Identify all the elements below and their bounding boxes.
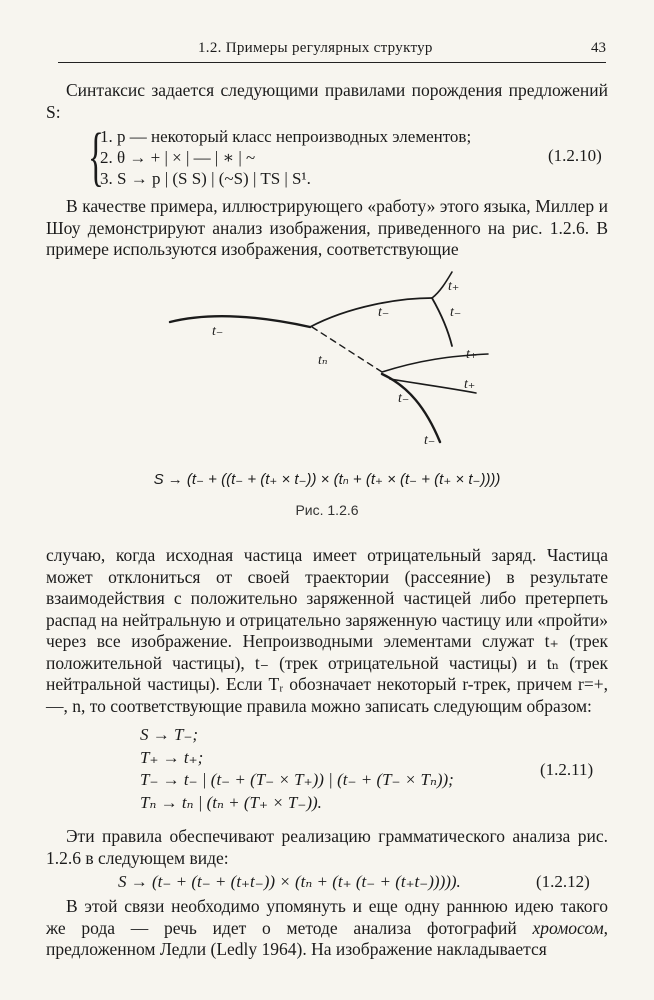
paragraph-ledley [46, 896, 608, 961]
label-t-n: tₙ [318, 353, 328, 368]
paragraph-syntax-intro: Синтаксис задается следующими правилами порождения предложений S: [46, 80, 608, 122]
rule-line: 1. p — некоторый класс непроизводных элементов; [100, 127, 472, 146]
formula-1-2-12: S → (t₋ + (t₋ + (t₊t₋)) × (tₙ + (t₊ (t₋ + (t₊t₋))))). [118, 872, 461, 891]
section-title: 1.2. Примеры регулярных структур [198, 40, 433, 56]
paragraph-rules-intro: Эти правила обеспечивают реализацию грамматического анализа рис. 1.2.6 в следующем виде: [46, 826, 608, 868]
page-number: 43 [591, 40, 606, 56]
figure-formula: S → (t₋ + ((t₋ + (t₊ × t₋)) × (tₙ + (t₊ × (t₋ + (t₊ × t₋)))) [153, 471, 501, 488]
label-t-minus-mid: t₋ [378, 305, 390, 320]
rule-line: 3. S → p | (S S) | (~S) | TS | S¹. [100, 169, 311, 188]
label-t-minus-top: t₋ [450, 305, 462, 320]
label-t-minus-bottom: t₋ [424, 433, 436, 448]
rule-line: Tₙ → tₙ | (tₙ + (T₊ × T₋)). [140, 792, 322, 812]
track-t-minus-fork [432, 298, 452, 346]
production-rules-1-2-11 [140, 724, 454, 814]
track-t-minus-main [170, 316, 310, 327]
paragraph-text: В этой связи необходимо упомянуть и еще одну раннюю идею такого же рода — речь идет о методе анализа фотографий [46, 896, 608, 938]
label-t-plus-top: t₊ [448, 279, 460, 294]
track-t-minus-lower [382, 374, 440, 442]
track-t-minus-upper [310, 298, 432, 327]
rule-line: T₋ → t₋ | (t₋ + (T₋ × T₊)) | (t₋ + (T₋ × Tₙ)); [140, 770, 454, 789]
equation-number-1-2-12: (1.2.12) [536, 872, 590, 891]
rule-line: S → T₋; [140, 725, 199, 744]
label-t-minus-lower: t₋ [398, 391, 410, 406]
paragraph-text: , предложенном Ледли (Ledly 1964). На изображение накладывается [46, 917, 608, 959]
label-t-plus-right1: t₊ [466, 347, 478, 362]
label-t-plus-right2: t₊ [464, 377, 476, 392]
equation-number-1-2-10: (1.2.10) [548, 146, 602, 165]
equation-number-1-2-11: (1.2.11) [540, 760, 594, 779]
label-t-minus-left: t₋ [212, 324, 224, 339]
rule-line: 2. θ → + | × | — | ∗ | ~ [100, 148, 256, 167]
paragraph-example: В качестве примера, иллюстрирующего «работу» этого языка, Миллер и Шоу демонстрируют анализ изображения, приведенного на рис. 1.2.6. В примере используются изображения, соответствующие [46, 196, 608, 259]
brace: { [88, 120, 104, 193]
emphasis-chromosomes: хромосом [532, 917, 604, 938]
rule-line: T₊ → t₊; [140, 747, 204, 767]
figure-caption: Рис. 1.2.6 [295, 502, 359, 518]
paragraph-particle-description: случаю, когда исходная частица имеет отрицательный заряд. Частица может отклониться от своей траектории (рассеяние) в результате взаимодействия с положительно заряженной частицей либо претерпеть распад на нейтральную и отрицательно заряженную частицу или «пройти» через все изображение. Непроизводными элементами служат t₊ (трек положительной частицы), t₋ (трек отрицательной частицы) и tₙ (трек нейтральной частицы). Если Tᵣ обозначает некоторый r-трек, причем r=+, —, n, то соответствующие правила можно записать следующим образом: [46, 545, 608, 716]
